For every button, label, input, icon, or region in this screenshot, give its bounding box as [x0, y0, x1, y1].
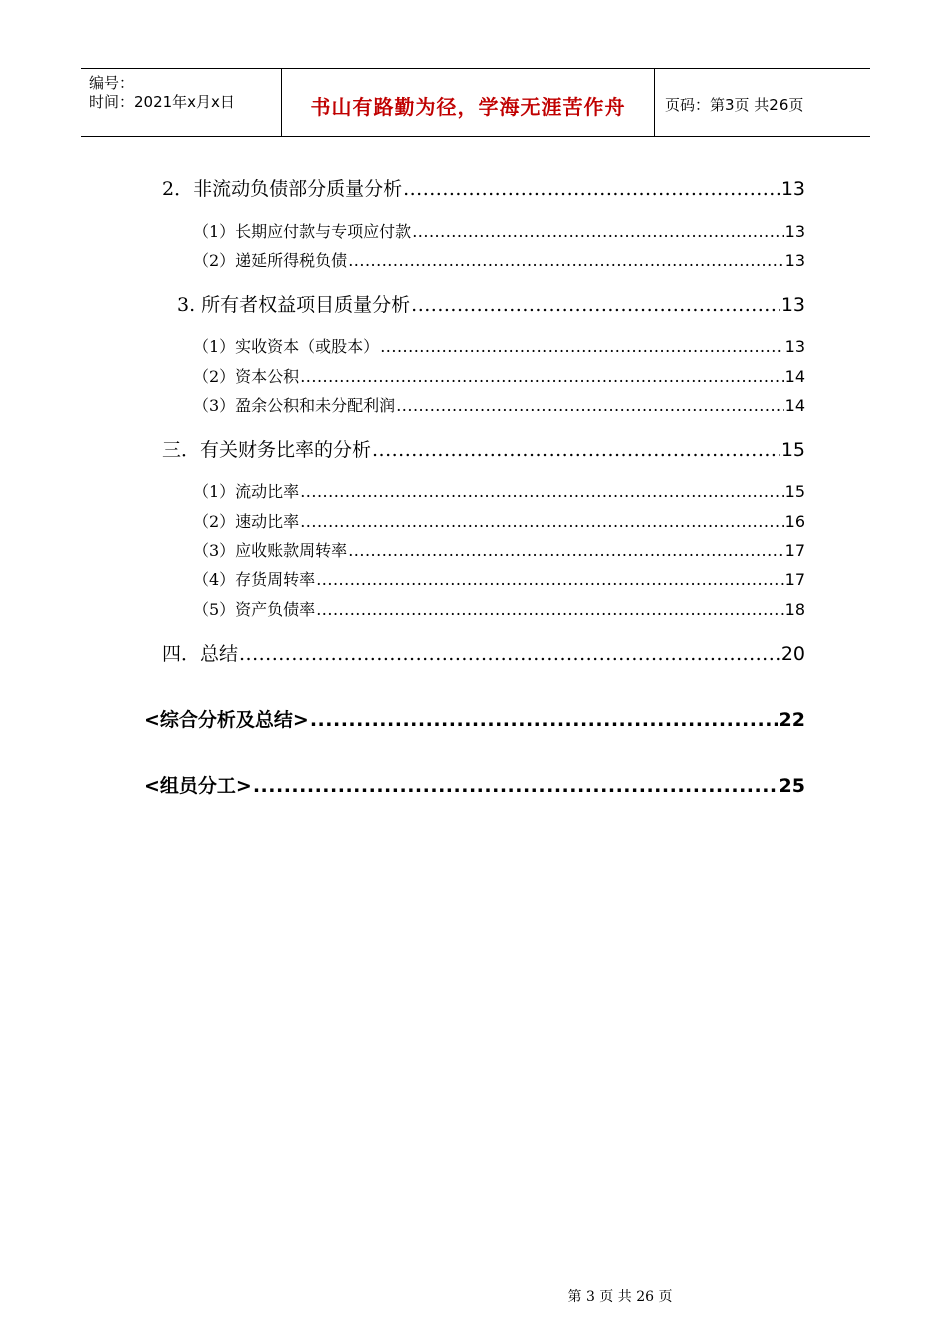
motto: 书山有路勤为径，学海无涯苦作舟: [310, 95, 626, 119]
toc-entry[interactable]: [193, 597, 805, 620]
toc-entry-title: <综合分析及总结>: [144, 709, 309, 731]
toc-entry-title: （1）实收资本（或股本）: [193, 337, 380, 356]
toc-entry[interactable]: [162, 639, 805, 666]
toc-entry-title: （5）资产负债率: [193, 600, 316, 619]
toc-leader: [372, 439, 780, 461]
toc-entry-page: 16: [784, 512, 805, 531]
toc-leader: [239, 643, 780, 665]
toc-entry[interactable]: [162, 174, 805, 201]
toc-entry[interactable]: [193, 567, 805, 590]
toc-entry-page: 18: [784, 600, 805, 619]
toc-entry-page: 14: [784, 367, 805, 386]
toc-entry-title: 2．非流动负债部分质量分析: [162, 178, 403, 200]
toc-entry-title: 四．总结: [162, 643, 239, 665]
toc-leader: [253, 775, 778, 797]
toc-entry-page: 13: [784, 251, 805, 270]
toc-leader: [380, 337, 783, 356]
toc-entry-page: 13: [784, 222, 805, 241]
toc-entry-page: 15: [780, 439, 805, 461]
date-label: 时间：2021年x月x日: [89, 93, 235, 111]
toc-entry-page: 14: [784, 396, 805, 415]
toc-entry-title: 三．有关财务比率的分析: [162, 439, 372, 461]
page-header: [81, 68, 870, 137]
toc-entry-title: （2）速动比率: [193, 512, 300, 531]
toc-entry-title: <组员分工>: [144, 775, 252, 797]
header-motto-cell: [282, 69, 655, 136]
toc-entry-page: 13: [780, 294, 805, 316]
toc-entry-title: （1）流动比率: [193, 482, 300, 501]
toc-entry[interactable]: [144, 705, 805, 732]
toc-leader: [403, 178, 780, 200]
toc-entry-page: 20: [780, 643, 805, 665]
toc-entry-page: 17: [784, 541, 805, 560]
toc-entry[interactable]: [162, 435, 805, 462]
toc-entry[interactable]: [193, 364, 805, 387]
toc-entry[interactable]: [193, 393, 805, 416]
toc-entry[interactable]: [193, 509, 805, 532]
page-footer: 第 3 页 共 26 页: [567, 1289, 673, 1305]
toc-entry-title: （2）资本公积: [193, 367, 300, 386]
toc-leader: [348, 541, 783, 560]
toc-leader: [316, 600, 783, 619]
header-page-cell: [655, 69, 870, 136]
toc-entry-title: （2）递延所得税负债: [193, 251, 348, 270]
toc-leader: [300, 482, 783, 501]
toc-entry-title: （3）应收账款周转率: [193, 541, 348, 560]
toc-leader: [396, 396, 783, 415]
toc-entry[interactable]: [144, 771, 805, 798]
toc-entry-page: 22: [778, 709, 805, 731]
toc-entry[interactable]: [193, 538, 805, 561]
page-number-label: 页码：第3页 共26页: [665, 96, 804, 114]
toc-leader: [316, 570, 783, 589]
number-label: 编号：: [89, 74, 135, 92]
toc-entry-page: 17: [784, 570, 805, 589]
toc-leader: [310, 709, 778, 731]
toc-entry-page: 13: [780, 178, 805, 200]
toc-entry-title: （3）盈余公积和未分配利润: [193, 396, 396, 415]
header-meta-cell: [81, 69, 282, 136]
toc-leader: [348, 251, 783, 270]
toc-entry-title: （1）长期应付款与专项应付款: [193, 222, 412, 241]
toc-entry[interactable]: [193, 334, 805, 357]
toc-entry-title: （4）存货周转率: [193, 570, 316, 589]
toc-leader: [300, 367, 783, 386]
toc-entry[interactable]: [177, 290, 805, 317]
toc-leader: [300, 512, 783, 531]
toc-leader: [411, 294, 780, 316]
toc-entry[interactable]: [193, 248, 805, 271]
toc-entry[interactable]: [193, 219, 805, 242]
toc-entry-page: 13: [784, 337, 805, 356]
toc-entry-page: 15: [784, 482, 805, 501]
toc-entry[interactable]: [193, 479, 805, 502]
toc-entry-title: 3. 所有者权益项目质量分析: [177, 294, 411, 316]
toc-leader: [412, 222, 783, 241]
toc-entry-page: 25: [778, 775, 805, 797]
